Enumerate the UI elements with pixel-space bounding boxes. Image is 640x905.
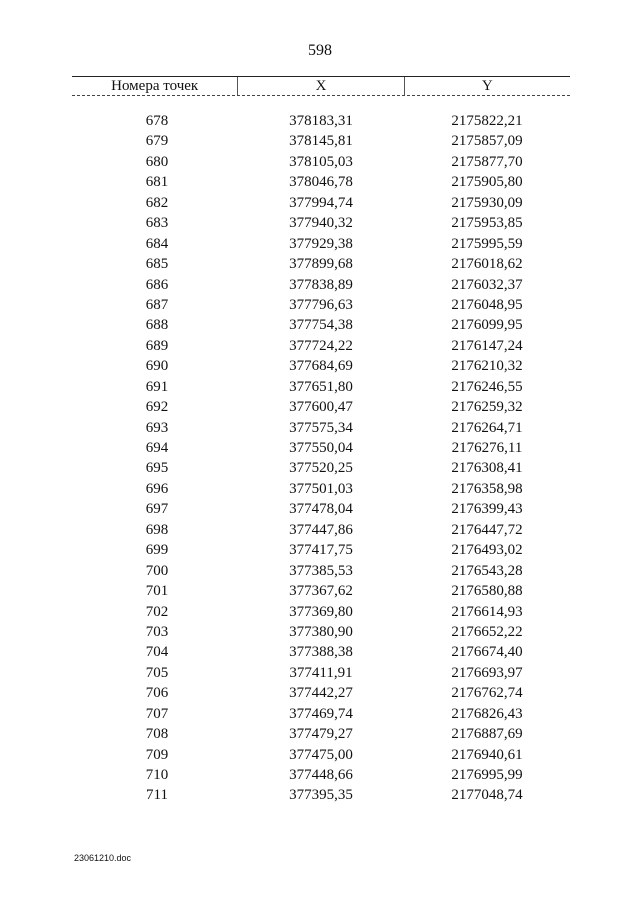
- cell-point-number: 702: [145, 603, 169, 620]
- column-header-y: Y: [481, 78, 493, 94]
- cell-y: 2176358,98: [451, 480, 523, 497]
- cell-x: 377796,63: [289, 296, 353, 313]
- cell-point-number: 679: [145, 133, 169, 150]
- cell-x: 377838,89: [289, 276, 353, 293]
- cell-x: 377600,47: [289, 399, 353, 416]
- cell-point-number: 687: [145, 296, 169, 313]
- cell-x: 377475,00: [289, 746, 353, 763]
- table-row: [72, 131, 570, 151]
- cell-point-number: 705: [145, 664, 169, 681]
- table-row: [72, 704, 570, 724]
- cell-point-number: 690: [145, 358, 169, 375]
- table-row: [72, 418, 570, 438]
- table-row: [72, 622, 570, 642]
- cell-x: 377754,38: [289, 317, 353, 334]
- cell-y: 2176308,41: [451, 460, 523, 477]
- cell-y: 2176276,11: [451, 440, 523, 456]
- cell-point-number: 700: [145, 562, 169, 579]
- cell-x: 377684,69: [289, 358, 353, 375]
- column-header-point-number: Номера точек: [72, 77, 238, 95]
- table-row: [72, 683, 570, 703]
- table-row: [72, 152, 570, 172]
- cell-x: 377478,04: [289, 501, 353, 518]
- cell-x: 377380,90: [289, 623, 353, 640]
- table-row: [72, 111, 570, 131]
- cell-x: 377385,53: [289, 562, 353, 579]
- cell-point-number: 688: [145, 317, 169, 334]
- table-row: [72, 520, 570, 540]
- table-row: [72, 561, 570, 581]
- cell-x: 377469,74: [289, 705, 353, 722]
- cell-point-number: 707: [145, 705, 169, 722]
- cell-y: 2176762,74: [451, 685, 523, 702]
- column-header-x: X: [238, 77, 404, 95]
- cell-y: 2176826,43: [451, 705, 523, 722]
- cell-point-number: 683: [145, 215, 169, 232]
- cell-point-number: 682: [145, 194, 169, 211]
- cell-x: 377417,75: [289, 542, 353, 559]
- cell-point-number: 696: [145, 480, 169, 497]
- cell-x: 377501,03: [289, 480, 353, 497]
- table-body: [72, 111, 570, 806]
- cell-y: 2176018,62: [451, 256, 523, 273]
- table-row: [72, 172, 570, 192]
- cell-y: 2175905,80: [451, 174, 523, 191]
- cell-y: 2176259,32: [451, 399, 523, 416]
- cell-point-number: 694: [145, 440, 169, 456]
- cell-point-number: 691: [145, 378, 169, 395]
- cell-x: 377388,38: [289, 644, 353, 661]
- cell-point-number: 678: [145, 113, 169, 129]
- cell-x: 377395,35: [289, 787, 353, 804]
- cell-x: 377651,80: [289, 378, 353, 395]
- table-row: [72, 765, 570, 785]
- cell-y: 2176246,55: [451, 378, 523, 395]
- cell-x: 377479,27: [289, 726, 353, 743]
- cell-x: 377994,74: [289, 194, 353, 211]
- table-row: [72, 602, 570, 622]
- cell-y: 2175877,70: [451, 153, 523, 170]
- cell-x: 377520,25: [289, 460, 353, 477]
- cell-point-number: 697: [145, 501, 169, 518]
- cell-y: 2176447,72: [451, 521, 523, 538]
- cell-y: 2176147,24: [451, 337, 523, 354]
- table-row: [72, 540, 570, 560]
- cell-point-number: 689: [145, 337, 169, 354]
- cell-point-number: 692: [145, 399, 169, 416]
- cell-x: 377899,68: [289, 256, 353, 273]
- table-row: [72, 295, 570, 315]
- table-row: [72, 642, 570, 662]
- cell-y: 2176048,95: [451, 296, 523, 313]
- table-row: [72, 234, 570, 254]
- cell-x: 377929,38: [289, 235, 353, 252]
- cell-point-number: 684: [145, 235, 169, 252]
- cell-point-number: 704: [145, 644, 169, 661]
- cell-y: 2176995,99: [451, 767, 523, 783]
- table-row: [72, 458, 570, 478]
- page-number: 598: [308, 42, 332, 59]
- cell-y: 2176543,28: [451, 562, 523, 579]
- table-row: [72, 397, 570, 417]
- cell-point-number: 686: [145, 276, 169, 293]
- cell-x: 377448,66: [289, 767, 353, 783]
- cell-y: 2176032,37: [451, 276, 523, 293]
- cell-y: 2176674,40: [451, 644, 523, 661]
- table-header-rule: [72, 95, 570, 96]
- table-row: [72, 745, 570, 765]
- cell-y: 2176693,97: [451, 664, 523, 681]
- table-row: [72, 479, 570, 499]
- cell-point-number: 681: [145, 174, 169, 191]
- table-row: [72, 499, 570, 519]
- cell-y: 2175953,85: [451, 215, 523, 232]
- cell-y: 2175857,09: [451, 133, 523, 150]
- cell-y: 2176580,88: [451, 583, 523, 600]
- cell-y: 2175822,21: [451, 113, 523, 129]
- cell-x: 378105,03: [289, 153, 353, 170]
- table-row: [72, 275, 570, 295]
- cell-y: 2176399,43: [451, 501, 523, 518]
- cell-point-number: 698: [145, 521, 169, 538]
- cell-y: 2176940,61: [451, 746, 523, 763]
- cell-x: 377369,80: [289, 603, 353, 620]
- cell-point-number: 703: [145, 623, 169, 640]
- cell-x: 377940,32: [289, 215, 353, 232]
- cell-x: 378183,31: [289, 113, 353, 129]
- table-row: [72, 213, 570, 233]
- table-row: [72, 336, 570, 356]
- cell-point-number: 680: [145, 153, 169, 170]
- table-row: [72, 663, 570, 683]
- cell-y: 2176614,93: [451, 603, 523, 620]
- cell-point-number: 706: [145, 685, 169, 702]
- table-row: [72, 724, 570, 744]
- cell-x: 377724,22: [289, 337, 353, 354]
- cell-y: 2176099,95: [451, 317, 523, 334]
- cell-y: 2176493,02: [451, 542, 523, 559]
- table-row: [72, 581, 570, 601]
- cell-x: 377367,62: [289, 583, 353, 600]
- cell-x: 377411,91: [289, 664, 353, 681]
- cell-y: 2176887,69: [451, 726, 523, 743]
- table-row: [72, 356, 570, 376]
- footer-filename: 23061210.doc: [74, 853, 132, 863]
- cell-point-number: 695: [145, 460, 169, 477]
- table-row: [72, 377, 570, 397]
- cell-x: 378046,78: [289, 174, 353, 191]
- cell-point-number: 693: [145, 419, 169, 436]
- cell-x: 377550,04: [289, 440, 353, 456]
- cell-point-number: 709: [145, 746, 169, 763]
- cell-y: 2175995,59: [451, 235, 523, 252]
- cell-point-number: 708: [145, 726, 169, 743]
- cell-point-number: 699: [145, 542, 169, 559]
- table-row: [72, 438, 570, 458]
- cell-x: 377575,34: [289, 419, 353, 436]
- cell-x: 377447,86: [289, 521, 353, 538]
- cell-point-number: 711: [146, 787, 168, 804]
- cell-point-number: 685: [145, 256, 169, 273]
- cell-y: 2176210,32: [451, 358, 523, 375]
- cell-point-number: 710: [145, 767, 169, 783]
- table-row: [72, 193, 570, 213]
- table-row: [72, 785, 570, 805]
- table-row: [72, 254, 570, 274]
- table-header: [72, 77, 570, 95]
- cell-x: 378145,81: [289, 133, 353, 150]
- cell-y: 2177048,74: [451, 787, 523, 804]
- cell-y: 2176652,22: [451, 623, 523, 640]
- cell-y: 2176264,71: [451, 419, 523, 436]
- cell-x: 377442,27: [289, 685, 353, 702]
- cell-point-number: 701: [145, 583, 169, 600]
- cell-y: 2175930,09: [451, 194, 523, 211]
- table-row: [72, 315, 570, 335]
